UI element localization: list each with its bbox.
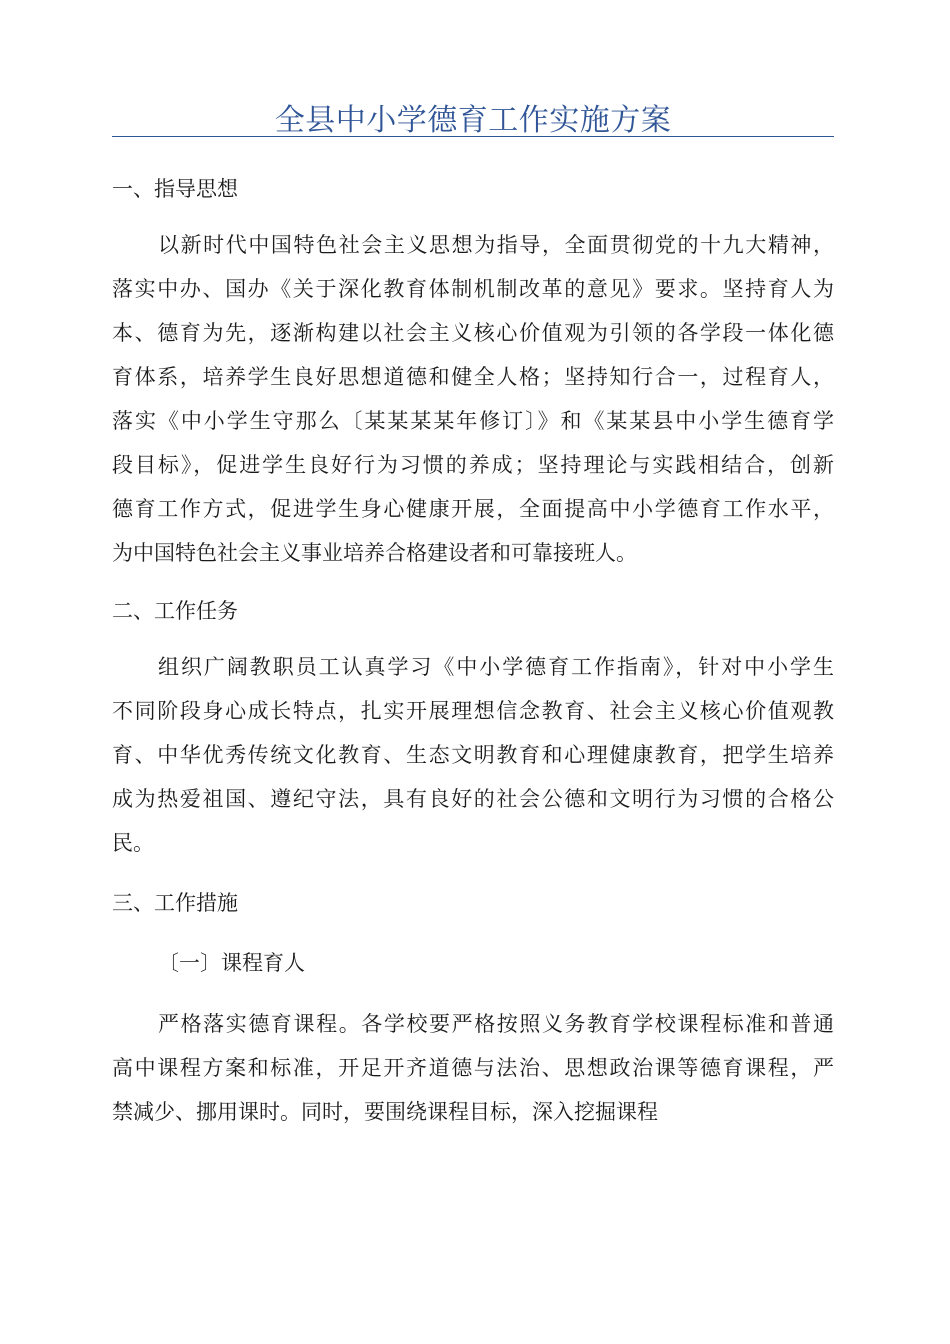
section-paragraph-curriculum bbox=[112, 1002, 834, 1134]
paragraph-line: 落实《中小学生守那么〔某某某某年修订〕》和《某某县中小学生德育学 bbox=[112, 409, 834, 433]
paragraph-line: 育体系，培养学生良好思想道德和健全人格；坚持知行合一，过程育人， bbox=[112, 365, 834, 389]
section-heading-work-measures: 三、工作措施 bbox=[112, 891, 238, 915]
paragraph-line: 段目标》，促进学生良好行为习惯的养成；坚持理论与实践相结合，创新 bbox=[112, 453, 834, 477]
paragraph-line: 德育工作方式，促进学生身心健康开展，全面提高中小学德育工作水平， bbox=[112, 497, 834, 521]
document-title: 全县中小学德育工作实施方案 bbox=[274, 103, 672, 138]
paragraph-line: 本、德育为先，逐渐构建以社会主义核心价值观为引领的各学段一体化德 bbox=[112, 321, 834, 345]
paragraph-line: 高中课程方案和标准，开足开齐道德与法治、思想政治课等德育课程，严 bbox=[112, 1056, 834, 1080]
paragraph-line: 育、中华优秀传统文化教育、生态文明教育和心理健康教育，把学生培养 bbox=[112, 743, 834, 767]
section-heading-work-tasks: 二、工作任务 bbox=[112, 599, 238, 623]
paragraph-line: 禁减少、挪用课时。同时，要围绕课程目标，深入挖掘课程 bbox=[112, 1100, 658, 1124]
paragraph-line: 落实中办、国办《关于深化教育体制机制改革的意见》要求。坚持育人为 bbox=[112, 277, 834, 301]
section-paragraph-guiding-ideology bbox=[112, 223, 834, 575]
paragraph-line: 为中国特色社会主义事业培养合格建设者和可靠接班人。 bbox=[112, 541, 637, 565]
paragraph-line: 严格落实德育课程。各学校要严格按照义务教育学校课程标准和普通 bbox=[158, 1012, 834, 1036]
title-underline bbox=[112, 136, 834, 137]
section-paragraph-work-tasks bbox=[112, 645, 834, 865]
paragraph-line: 不同阶段身心成长特点，扎实开展理想信念教育、社会主义核心价值观教 bbox=[112, 699, 834, 723]
paragraph-line: 以新时代中国特色社会主义思想为指导，全面贯彻党的十九大精神， bbox=[158, 233, 834, 257]
paragraph-line: 民。 bbox=[112, 831, 154, 855]
section-heading-guiding-ideology: 一、指导思想 bbox=[112, 177, 238, 201]
paragraph-line: 成为热爱祖国、遵纪守法，具有良好的社会公德和文明行为习惯的合格公 bbox=[112, 787, 834, 811]
subsection-heading-curriculum: 〔一〕课程育人 bbox=[158, 951, 305, 975]
paragraph-line: 组织广阔教职员工认真学习《中小学德育工作指南》，针对中小学生 bbox=[158, 655, 834, 679]
